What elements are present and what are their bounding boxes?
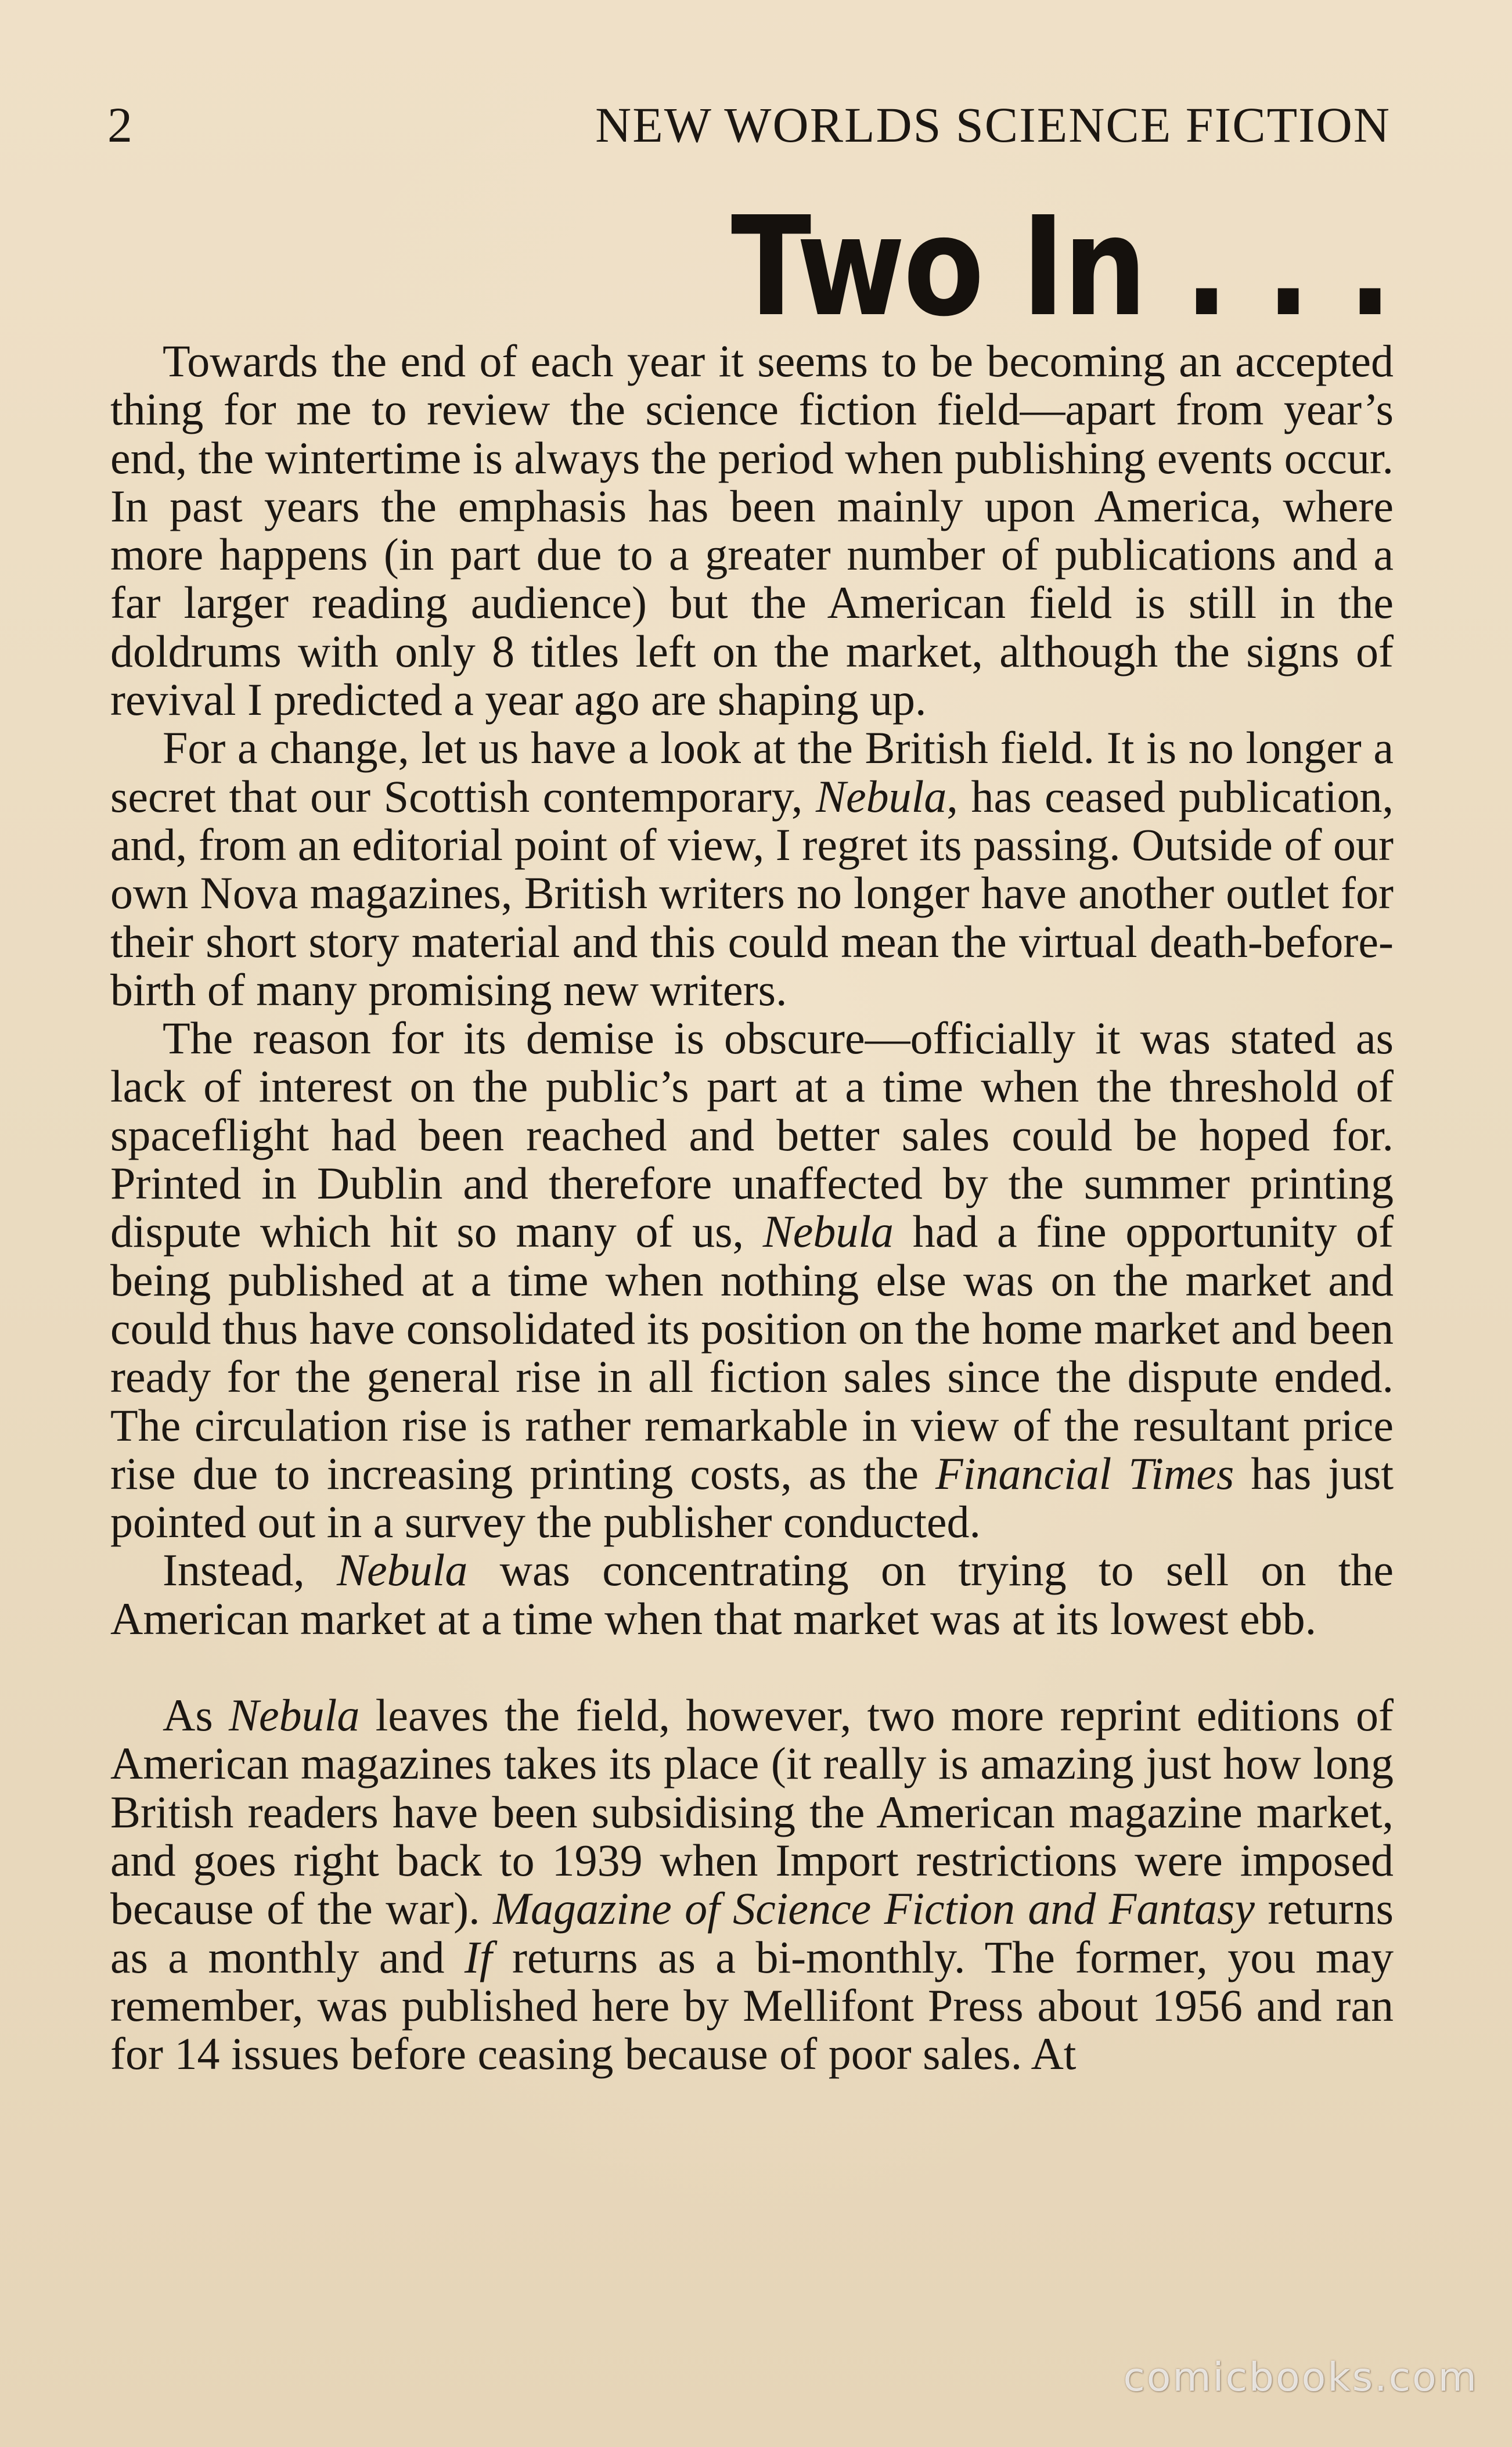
watermark: comicbooks.com — [1123, 2355, 1478, 2401]
text-run: returns as a monthly and — [110, 1883, 1394, 1982]
paragraph-2 — [110, 724, 1394, 1014]
text-run: had a fine opportunity of being published at a time when nothing else was on the market and could thus have consolidated its position on the home market and been ready for the general rise in all fiction sales since the dispute ended. The circulation rise is rather remarkable in view of the resultant price rise due to increasing printing costs, as the — [110, 1206, 1394, 1499]
italic-title-run: If — [464, 1931, 492, 1982]
page-number: 2 — [107, 97, 134, 153]
text-run: Towards the end of each year it seems to be becoming an accepted thing for me to review the science fiction field—apart from year’s end, the wintertime is always the period when publishing events occur. In past years the emphasis has been mainly upon America, where more happens (in part due to a greater number of publications and a far larger reading audience) but the American field is still in the doldrums with only 8 titles left on the market, although the signs of revival I predicted a year ago are shaping up. — [110, 336, 1394, 725]
text-run: was concentrating on trying to sell on the American market at a time when that market was at its lowest ebb. — [110, 1545, 1394, 1644]
text-run: The reason for its demise is obscure—officially it was stated as lack of interest on the public’s part at a time when the threshold of spaceflight had been reached and better sales could be hoped for. Printed in Dublin and therefore unaffected by the summer printing dispute which hit so many of us, — [110, 1013, 1394, 1257]
italic-title-run: Nebula — [762, 1206, 894, 1257]
text-run: As — [163, 1690, 229, 1741]
text-run: leaves the field, however, two more reprint editions of American magazines takes its place (it really is amazing just how long British readers have been subsidising the American magazine market, and goes right back to 1939 when Import restrictions were imposed because of the war). — [110, 1690, 1394, 1934]
page-header — [107, 93, 1391, 157]
paragraph-1 — [110, 337, 1394, 724]
text-run: has just pointed out in a survey the publisher conducted. — [110, 1448, 1394, 1548]
text-run: returns as a bi-monthly. The former, you may remember, was published here by Mellifont Press about 1956 and ran for 14 issues before ceasing because of poor sales. At — [110, 1931, 1394, 2079]
paragraph-4 — [110, 1546, 1394, 1643]
paragraph-3 — [110, 1014, 1394, 1546]
text-run: For a change, let us have a look at the British field. It is no longer a secret that our Scottish contemporary, — [110, 722, 1394, 822]
article-body — [110, 337, 1394, 2078]
italic-title-run: Magazine of Science Fiction and Fantasy — [493, 1883, 1255, 1934]
italic-title-run: Nebula — [337, 1545, 468, 1596]
article-title: Two In . . . — [731, 187, 1391, 347]
text-run: , has ceased publication, and, from an editorial point of view, I regret its passing. Outside of our own Nova magazines, British writers no longer have another outlet for their short story material and this could mean the virtual death-before-birth of many promising new writers. — [110, 771, 1394, 1015]
italic-title-run: Nebula — [816, 771, 947, 822]
running-head: NEW WORLDS SCIENCE FICTION — [595, 97, 1391, 153]
text-run: Instead, — [163, 1545, 337, 1596]
paragraph-5 — [110, 1691, 1394, 2078]
italic-title-run: Financial Times — [935, 1448, 1234, 1499]
italic-title-run: Nebula — [229, 1690, 360, 1741]
